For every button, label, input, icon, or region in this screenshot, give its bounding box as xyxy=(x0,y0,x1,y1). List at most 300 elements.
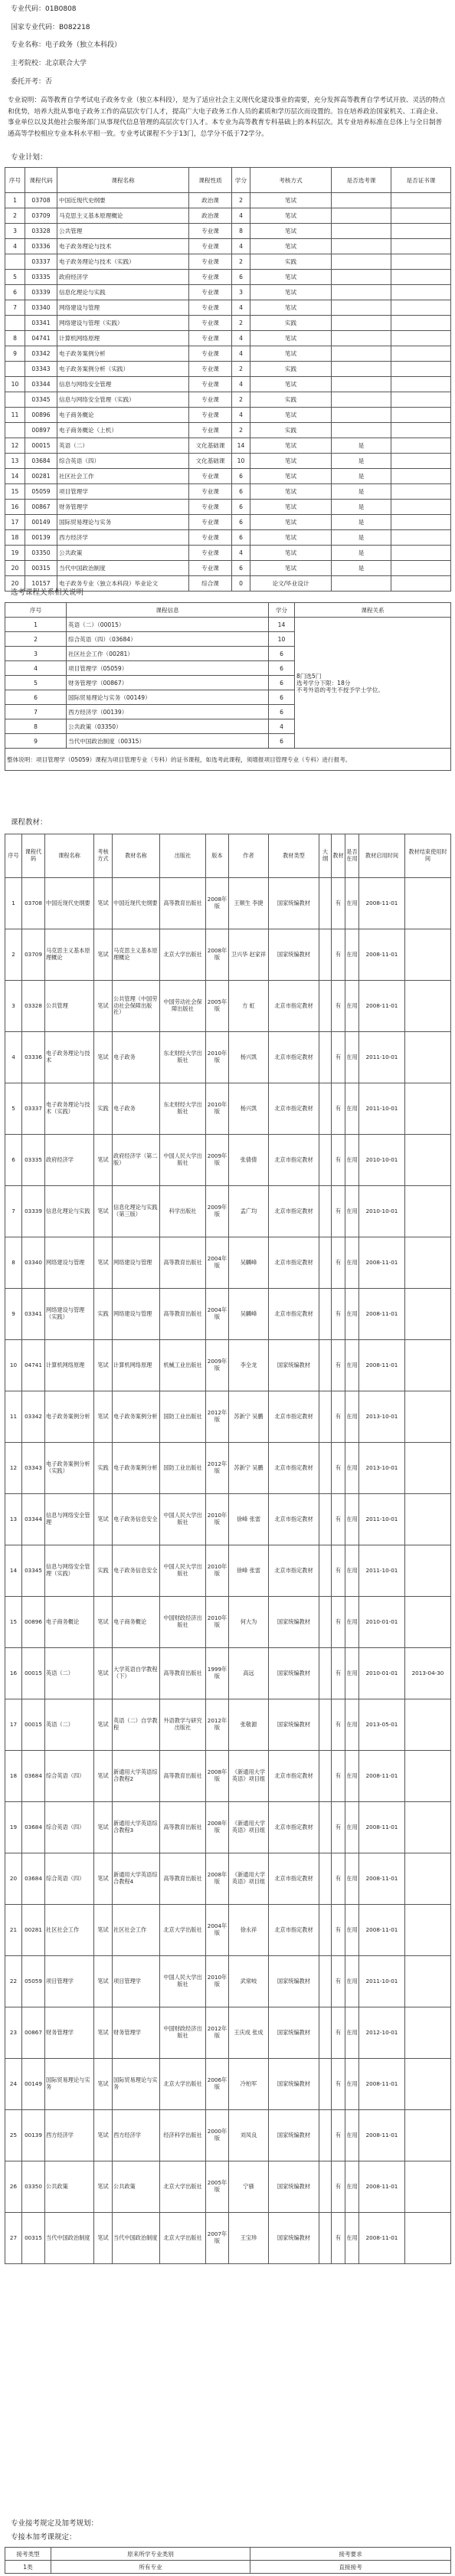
table-cell: 2013-05-01 xyxy=(359,1699,405,1751)
major-code: 专业代码：01B0808 xyxy=(11,5,77,13)
table-cell: 高等教育出版社 xyxy=(160,878,206,929)
table-cell: 在用 xyxy=(345,1853,359,1905)
table-cell: 信息与网络安全管理 xyxy=(45,1494,94,1545)
table-row xyxy=(5,454,451,469)
table-cell: 有 xyxy=(332,1186,345,1237)
table-cell: 信息与网络安全管理（实践） xyxy=(57,392,189,408)
table-cell: 国家统编教材 xyxy=(269,2213,319,2264)
table-cell: 在用 xyxy=(345,1340,359,1391)
table-row xyxy=(5,618,451,632)
table-cell xyxy=(391,208,451,224)
table-cell: 英语（二）（00015） xyxy=(67,618,269,632)
table-cell xyxy=(391,454,451,469)
table-cell: 专业课 xyxy=(189,515,232,530)
table-cell: 文化基础课 xyxy=(189,454,232,469)
table-cell: 17 xyxy=(5,515,25,530)
table-cell: 14 xyxy=(5,469,25,484)
table-cell: 有 xyxy=(332,1032,345,1083)
table-cell: 北京市指定教材 xyxy=(269,1751,319,1802)
table-cell xyxy=(319,1545,332,1597)
table-cell: 王顺生 李捷 xyxy=(229,878,269,929)
table-cell: 15 xyxy=(5,484,25,500)
table-cell: 6 xyxy=(269,705,295,719)
table-row xyxy=(5,254,451,270)
column-header: 教材类型 xyxy=(269,834,319,878)
table-cell: 03343 xyxy=(25,362,57,377)
table-cell: 2005年版 xyxy=(206,981,229,1032)
table-cell: 电子政务 xyxy=(113,1032,160,1083)
table-cell: 1 xyxy=(5,193,25,208)
table-cell: 宁骚 xyxy=(229,2161,269,2213)
table-cell: 高远 xyxy=(229,1648,269,1699)
table-cell: 笔试 xyxy=(94,1186,113,1237)
table-cell xyxy=(391,392,451,408)
table-row xyxy=(5,423,451,438)
table-cell: 6 xyxy=(269,676,295,690)
table-cell: 6 xyxy=(269,690,295,705)
table-cell: 4 xyxy=(5,239,25,254)
column-header: 课程名称 xyxy=(45,834,94,878)
table-cell: 国家统编教材 xyxy=(269,1597,319,1648)
table-cell: 是 xyxy=(332,561,391,576)
table-cell: 公共政策 xyxy=(45,2161,94,2213)
header-row xyxy=(5,2548,451,2561)
table-cell: 00896 xyxy=(25,408,57,423)
table-cell: 笔试 xyxy=(250,239,332,254)
relation-footer: 整体说明：项目管理学（05059）课程为项目管理专业（专科）的证书课程，如选考此课程，须增报项目管理专业（专科）进行报考。 xyxy=(5,749,451,771)
table-row xyxy=(5,1905,451,1956)
table-cell: 有 xyxy=(332,1751,345,1802)
table-cell: 高等教育出版社 xyxy=(160,1289,206,1340)
table-cell: 中国近现代史纲要 xyxy=(113,878,160,929)
table-cell: 2008-11-01 xyxy=(359,929,405,981)
table-cell: 综合英语（四） xyxy=(57,454,189,469)
table-cell: 直接接考 xyxy=(250,2561,451,2574)
table-row xyxy=(5,392,451,408)
table-cell: 18 xyxy=(5,1751,22,1802)
table-cell: 2004年版 xyxy=(206,1905,229,1956)
table-cell: 电子政务信息安全 xyxy=(113,1545,160,1597)
table-cell: 电子政务案例分析（实践） xyxy=(57,362,189,377)
table-cell xyxy=(319,1648,332,1699)
table-cell: 12 xyxy=(5,438,25,454)
table-cell: 在用 xyxy=(345,1391,359,1443)
table-cell: 电子政务信息安全 xyxy=(113,1494,160,1545)
table-cell: 笔试 xyxy=(250,408,332,423)
table-cell: 中国近现代史纲要 xyxy=(57,193,189,208)
table-cell: 4 xyxy=(232,377,250,392)
header-row xyxy=(5,168,451,193)
table-cell: 2 xyxy=(232,392,250,408)
table-cell: 新通用大学英语综合教程4 xyxy=(113,1853,160,1905)
table-cell xyxy=(405,2007,451,2059)
table-cell: 专业课 xyxy=(189,408,232,423)
table-cell: 国家统编教材 xyxy=(269,2161,319,2213)
table-cell xyxy=(391,500,451,515)
table-cell: 03339 xyxy=(25,285,57,300)
table-cell xyxy=(391,530,451,546)
column-header: 考核方式 xyxy=(94,834,113,878)
table-cell xyxy=(332,576,391,592)
table-cell: 笔试 xyxy=(250,346,332,362)
table-cell: 00149 xyxy=(22,2059,45,2110)
column-header: 是否选考课 xyxy=(332,168,391,193)
table-cell: 实践 xyxy=(250,254,332,270)
table-cell: 有 xyxy=(332,2007,345,2059)
table-cell: 笔试 xyxy=(94,1699,113,1751)
table-cell: 2004年版 xyxy=(206,1237,229,1289)
table-cell: 社区社会工作 xyxy=(57,469,189,484)
table-cell: 6 xyxy=(232,500,250,515)
table-cell: 00015 xyxy=(22,1648,45,1699)
table-cell: 8 xyxy=(5,331,25,346)
table-cell: 国家统编教材 xyxy=(269,1340,319,1391)
table-cell: 10 xyxy=(5,1340,22,1391)
table-cell: 高等教育出版社 xyxy=(160,1648,206,1699)
table-row xyxy=(5,239,451,254)
table-cell: 西方经济学 xyxy=(113,2110,160,2161)
table-cell: 6 xyxy=(5,690,67,705)
table-cell: 03340 xyxy=(22,1237,45,1289)
table-cell: 2008-11-01 xyxy=(359,1853,405,1905)
table-cell xyxy=(319,878,332,929)
table-cell: 2013-04-30 xyxy=(405,1648,451,1699)
table-cell: 在用 xyxy=(345,1597,359,1648)
table-cell: 综合英语（四）（03684） xyxy=(67,632,269,647)
table-cell: 财务管理学 xyxy=(45,2007,94,2059)
table-cell xyxy=(405,1699,451,1751)
column-header: 课程关系 xyxy=(295,603,451,618)
table-cell: 社区社会工作 xyxy=(113,1905,160,1956)
table-cell: 有 xyxy=(332,1853,345,1905)
table-cell: 2008年版 xyxy=(206,929,229,981)
table-cell xyxy=(391,285,451,300)
intro-paragraph: 专业说明：高等教育自学考试电子政务专业（独立本科段），是为了适应社会主义现代化建设事业的需要，充分发挥高等教育自学考试开放、灵活的特点和优势，培养大批从事电子政务工作的高层次专门人才，提高广大电子政务工作人员的素质和学历层次而设置的。旨在培养政治国家机关、工商企业、事业单位以及其他社会服务部门从事现代信息管理的高层次专门人才。本专业为高等教育专科基础上的本科层次。其专业培养标准在总体上与全日制普通高等学校相应专业本科水平相一致。专业考试课程不少于13门，总学分不低于72学分。 xyxy=(8,97,446,138)
table-cell xyxy=(319,929,332,981)
table-cell: 9 xyxy=(5,734,67,749)
table-cell: 冷柏军 xyxy=(229,2059,269,2110)
table-cell: 马克思主义基本原理概论 xyxy=(113,929,160,981)
table-cell: 吴麟峰 xyxy=(229,1237,269,1289)
table-cell: 2012年版 xyxy=(206,1391,229,1443)
table-cell: 在用 xyxy=(345,1083,359,1135)
table-cell: 00149 xyxy=(25,515,57,530)
table-cell: 2010-01-01 xyxy=(359,1597,405,1648)
table-cell xyxy=(332,346,391,362)
table-cell: 有 xyxy=(332,1545,345,1597)
table-cell: 《新通用大学英语》项目组 xyxy=(229,1853,269,1905)
table-cell xyxy=(319,1905,332,1956)
table-cell: 实践 xyxy=(94,1545,113,1597)
table-cell: 北京大学出版社 xyxy=(160,2059,206,2110)
table-cell xyxy=(391,408,451,423)
table-cell xyxy=(319,2007,332,2059)
table-cell: 2008-11-01 xyxy=(359,1340,405,1391)
table-cell: 26 xyxy=(5,2161,22,2213)
table-cell: 是 xyxy=(332,484,391,500)
table-cell: 2012年版 xyxy=(206,1443,229,1494)
table-cell xyxy=(319,2059,332,2110)
table-cell xyxy=(332,316,391,331)
table-cell: 社区社会工作（00281） xyxy=(67,647,269,661)
table-cell: 电子政务理论与技术 xyxy=(57,239,189,254)
table-cell: 马克思主义基本原理概论 xyxy=(45,929,94,981)
table-cell: 中国财政经济出版社 xyxy=(160,1597,206,1648)
table-cell: 专业课 xyxy=(189,346,232,362)
table-cell: 8 xyxy=(5,719,67,734)
table-cell: 2006年版 xyxy=(206,2059,229,2110)
table-cell: 孟广均 xyxy=(229,1186,269,1237)
table-cell: 徐峰 张雷 xyxy=(229,1494,269,1545)
table-cell: 计算机网络原理 xyxy=(45,1340,94,1391)
table-cell xyxy=(319,2161,332,2213)
table-cell xyxy=(391,362,451,377)
table-cell: 00139 xyxy=(25,530,57,546)
table-cell: 19 xyxy=(5,1802,22,1853)
table-cell: 5 xyxy=(5,270,25,285)
table-cell xyxy=(332,208,391,224)
table-cell xyxy=(319,1186,332,1237)
table-cell: 国防工业出版社 xyxy=(160,1443,206,1494)
table-cell: 笔试 xyxy=(250,285,332,300)
major-name: 专业名称：电子政务（独立本科段） xyxy=(11,41,122,49)
table-cell: 实践 xyxy=(94,1083,113,1135)
table-cell: 笔试 xyxy=(250,438,332,454)
column-header: 考核方式 xyxy=(250,168,332,193)
header-row xyxy=(5,834,451,878)
table-cell xyxy=(332,193,391,208)
table-cell xyxy=(332,254,391,270)
table-cell: 2009年版 xyxy=(206,1186,229,1237)
table-cell: 专业课 xyxy=(189,546,232,561)
table-cell: 04741 xyxy=(25,331,57,346)
table-cell xyxy=(319,1443,332,1494)
table-row xyxy=(5,1853,451,1905)
table-cell: 14 xyxy=(5,1545,22,1597)
table-cell: 马克思主义基本原理概论 xyxy=(57,208,189,224)
table-cell: 专业课 xyxy=(189,239,232,254)
table-cell: 00015 xyxy=(22,1699,45,1751)
table-row xyxy=(5,1289,451,1340)
table-cell: 2010-01-01 xyxy=(359,1648,405,1699)
table-cell xyxy=(5,316,25,331)
table-cell: 电子商务概论 xyxy=(113,1597,160,1648)
table-cell: 在用 xyxy=(345,1802,359,1853)
table-cell: 大学英语自学教程（下） xyxy=(113,1648,160,1699)
table-row xyxy=(5,1597,451,1648)
table-cell xyxy=(405,1289,451,1340)
table-cell: 北京市指定教材 xyxy=(269,981,319,1032)
table-cell: 是 xyxy=(332,454,391,469)
table-cell xyxy=(319,1853,332,1905)
table-cell xyxy=(319,1135,332,1186)
table-cell xyxy=(319,1289,332,1340)
table-cell: 00015 xyxy=(25,438,57,454)
table-cell: 专业课 xyxy=(189,254,232,270)
table-cell: 中国人民大学出版社 xyxy=(160,1956,206,2007)
table-cell: 机械工业出版社 xyxy=(160,1340,206,1391)
table-row xyxy=(5,208,451,224)
table-cell: 电子政务理论与技术（实践） xyxy=(45,1083,94,1135)
table-cell: 专业课 xyxy=(189,423,232,438)
table-cell: 03684 xyxy=(22,1802,45,1853)
table-cell: 14 xyxy=(269,618,295,632)
table-cell: 笔试 xyxy=(94,1956,113,2007)
table-cell: 笔试 xyxy=(94,1032,113,1083)
table-cell: 笔试 xyxy=(250,193,332,208)
table-cell: 笔试 xyxy=(250,454,332,469)
table-cell: 23 xyxy=(5,2007,22,2059)
table-cell: 有 xyxy=(332,1289,345,1340)
table-cell: 2012年版 xyxy=(206,1699,229,1751)
table-cell: 3 xyxy=(5,647,67,661)
table-cell: 00315 xyxy=(25,561,57,576)
table-cell xyxy=(405,1905,451,1956)
table-cell: 信息化理论与实践 xyxy=(57,285,189,300)
table-cell: 笔试 xyxy=(94,1135,113,1186)
table-cell: 4 xyxy=(232,331,250,346)
table-cell: 03328 xyxy=(25,224,57,239)
table-cell: 4 xyxy=(232,408,250,423)
table-cell: 英语（二） xyxy=(57,438,189,454)
table-cell: 2005年版 xyxy=(206,2161,229,2213)
table-row xyxy=(5,500,451,515)
table-cell: 笔试 xyxy=(250,208,332,224)
table-cell: 武常岐 xyxy=(229,1956,269,2007)
table-cell: 政府经济学 xyxy=(45,1135,94,1186)
table-cell xyxy=(319,1032,332,1083)
table-cell: 王宝珍 xyxy=(229,2213,269,2264)
table-cell: 8 xyxy=(5,1237,22,1289)
column-header: 是否证书课 xyxy=(391,168,451,193)
table-cell: 在用 xyxy=(345,1186,359,1237)
table-cell: 03339 xyxy=(22,1186,45,1237)
table-cell: 2012-10-01 xyxy=(359,2007,405,2059)
table-cell: 11 xyxy=(5,408,25,423)
table-row xyxy=(5,362,451,377)
table-cell: 计算机网络原理 xyxy=(113,1340,160,1391)
table-cell: 03344 xyxy=(25,377,57,392)
column-header: 教材名称 xyxy=(113,834,160,878)
table-cell: 笔试 xyxy=(250,484,332,500)
table-cell: 7 xyxy=(5,300,25,316)
table-cell: 在用 xyxy=(345,2110,359,2161)
table-cell: 笔试 xyxy=(94,1648,113,1699)
table-cell xyxy=(319,1083,332,1135)
table-cell: 2008-11-01 xyxy=(359,2059,405,2110)
table-cell: 西方经济学 xyxy=(45,2110,94,2161)
table-cell: 高等教育出版社 xyxy=(160,1237,206,1289)
table-cell: 国家统编教材 xyxy=(269,1956,319,2007)
table-row xyxy=(5,1391,451,1443)
table-cell: 2010年版 xyxy=(206,1597,229,1648)
table-cell: 03684 xyxy=(22,1751,45,1802)
table-cell: 2008-11-01 xyxy=(359,2161,405,2213)
table-cell xyxy=(332,270,391,285)
table-cell: 03709 xyxy=(25,208,57,224)
table-cell: 笔试 xyxy=(250,469,332,484)
table-cell xyxy=(391,239,451,254)
table-cell xyxy=(391,316,451,331)
table-cell: 政府经济学 xyxy=(57,270,189,285)
table-cell: 13 xyxy=(5,454,25,469)
table-cell: 在用 xyxy=(345,1956,359,2007)
table-cell xyxy=(405,1237,451,1289)
table-cell: 2008-11-01 xyxy=(359,981,405,1032)
table-cell: 北京市指定教材 xyxy=(269,1853,319,1905)
column-header: 课程信息 xyxy=(67,603,269,618)
table-cell: 13 xyxy=(5,1494,22,1545)
table-cell: 在用 xyxy=(345,1237,359,1289)
table-cell: 2008-11-01 xyxy=(359,878,405,929)
table-cell: 11 xyxy=(5,1391,22,1443)
table-cell xyxy=(319,1494,332,1545)
table-cell xyxy=(332,377,391,392)
table-cell: 03344 xyxy=(22,1494,45,1545)
table-cell xyxy=(405,1032,451,1083)
column-header: 出版社 xyxy=(160,834,206,878)
table-cell xyxy=(332,331,391,346)
table-cell: 00896 xyxy=(22,1597,45,1648)
table-row xyxy=(5,2059,451,2110)
table-cell: 电子政务案例分析 xyxy=(45,1391,94,1443)
table-row xyxy=(5,2213,451,2264)
table-cell: 笔试 xyxy=(94,2213,113,2264)
table-cell: 北京市指定教材 xyxy=(269,1802,319,1853)
table-cell: 社区社会工作 xyxy=(45,1905,94,1956)
table-cell: 在用 xyxy=(345,929,359,981)
table-cell: 有 xyxy=(332,1340,345,1391)
table-cell: 笔试 xyxy=(250,530,332,546)
table-cell: 王庆成 张成 xyxy=(229,2007,269,2059)
extra-table xyxy=(5,2547,451,2574)
table-cell: 是 xyxy=(332,438,391,454)
table-cell: 有 xyxy=(332,1083,345,1135)
table-cell: 2008-11-01 xyxy=(359,1802,405,1853)
table-cell: 2 xyxy=(232,316,250,331)
table-cell xyxy=(319,1956,332,2007)
table-cell: 政府经济学（第二版） xyxy=(113,1135,160,1186)
table-cell: 在用 xyxy=(345,2213,359,2264)
table-cell: 综合英语（四） xyxy=(45,1751,94,1802)
column-header: 学分 xyxy=(232,168,250,193)
table-cell: 北京市指定教材 xyxy=(269,1289,319,1340)
table-cell: 东北财经大学出版社 xyxy=(160,1083,206,1135)
table-row xyxy=(5,2007,451,2059)
table-cell: 2 xyxy=(5,632,67,647)
table-row xyxy=(5,2110,451,2161)
table-cell xyxy=(391,438,451,454)
table-cell: 2009年版 xyxy=(206,1340,229,1391)
table-cell: 公共政策（03350） xyxy=(67,719,269,734)
table-cell: 05059 xyxy=(22,1956,45,2007)
table-cell: 有 xyxy=(332,1802,345,1853)
table-cell: 电子政务案例分析（实践） xyxy=(45,1443,94,1494)
table-cell: 实践 xyxy=(250,362,332,377)
table-cell: 笔试 xyxy=(94,1751,113,1802)
table-cell: 2 xyxy=(5,929,22,981)
table-row xyxy=(5,2561,451,2574)
table-cell: 网络建设与管理（实践） xyxy=(57,316,189,331)
table-cell: 03342 xyxy=(25,346,57,362)
column-header: 大纲 xyxy=(319,834,332,878)
table-cell: 2013-10-01 xyxy=(359,1391,405,1443)
table-cell: 财务管理学（00867） xyxy=(67,676,269,690)
relation-footer-row xyxy=(5,749,451,771)
table-cell: 03328 xyxy=(22,981,45,1032)
table-cell: 2010-10-01 xyxy=(359,1186,405,1237)
table-cell: 2008-11-01 xyxy=(359,1905,405,1956)
